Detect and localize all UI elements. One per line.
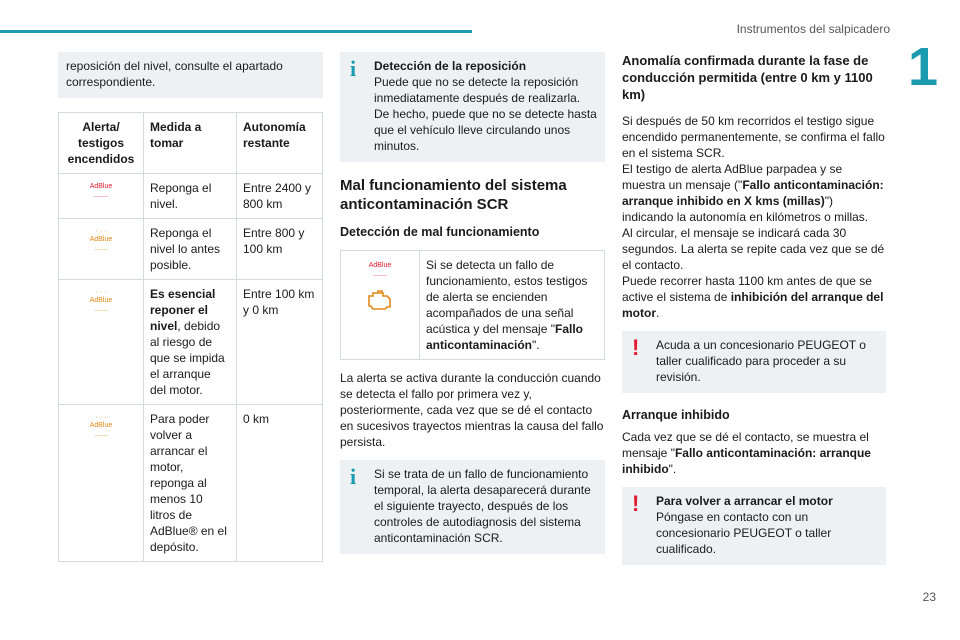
- table-row: [59, 405, 323, 562]
- range-cell: Entre 100 km y 0 km: [237, 280, 323, 405]
- subsection-heading: Detección de mal funcionamiento: [340, 225, 540, 239]
- adblue-warning-icon: AdBlue ﹏﹏: [89, 183, 113, 198]
- info-icon: i: [350, 56, 357, 81]
- paragraph: La alerta se activa durante la conducción cuando se detecta el fallo por primera vez y, posteriormente, cada vez que se dé el contacto en sucesivos trayectos mientras la causa del fallo persista.: [340, 371, 604, 449]
- info-text: Puede que no se detecte la reposición inmediatamente después de realizarla. De hecho, puede que no se detecte hasta que el vehículo lleve circulando unos minutos.: [374, 75, 597, 153]
- table-row: [59, 174, 323, 219]
- range-cell: Entre 2400 y 800 km: [237, 174, 323, 219]
- header-accent-bar: [0, 30, 472, 33]
- warning-box-dealer: [622, 331, 886, 393]
- header-action: Medida a tomar: [144, 113, 237, 174]
- alert-cell: [59, 405, 144, 562]
- intro-text: reposición del nivel, consulte el apartado correspondiente.: [66, 59, 283, 89]
- adblue-flashing-icon: · · · AdBlue ﹏﹏: [89, 289, 113, 312]
- adblue-flashing-icon: · · · AdBlue ﹏﹏: [89, 228, 113, 251]
- fault-icons: [341, 251, 420, 359]
- chapter-number: 1: [907, 37, 938, 97]
- info-box-temporary: [340, 460, 605, 554]
- warning-icon: !: [632, 335, 640, 360]
- warning-box-restart: [622, 487, 886, 565]
- paragraph: Si después de 50 km recorridos el testigo sigue encendido permanentemente, se confirma el fallo en el sistema SCR. El testigo de alerta AdBlue parpadea y se muestra un mensaje ("Fallo anticontaminación: arranque inhibido en X kms (millas)") indicando la autonomía en kilómetros o millas. Al circular, el mensaje se indicará cada 30 segundos. La alerta se repite cada vez que se dé el contacto. Puede recorrer hasta 1100 km antes de que se active el sistema de inhibición del arranque del motor.: [622, 114, 885, 320]
- column-3: [622, 52, 886, 565]
- section-title: Instrumentos del salpicadero: [736, 22, 890, 36]
- engine-check-icon: [365, 288, 395, 312]
- action-cell: Es esencial reponer el nivel, debido al riesgo de que se impida el arranque del motor.: [144, 280, 237, 405]
- alert-cell: [59, 280, 144, 405]
- warning-icon: !: [632, 491, 640, 516]
- header-alert: Alerta/ testigos encendidos: [59, 113, 144, 174]
- adblue-flashing-icon: · · · AdBlue ﹏﹏: [89, 414, 113, 437]
- subsection-heading: Arranque inhibido: [622, 408, 730, 422]
- section-heading: Mal funcionamiento del sistema anticontaminación SCR: [340, 177, 567, 213]
- info-icon: i: [350, 464, 357, 489]
- alert-cell: [59, 219, 144, 280]
- range-cell: Entre 800 y 100 km: [237, 219, 323, 280]
- fault-text: Si se detecta un fallo de funcionamiento, estos testigos de alerta se encienden acompañados de una señal acústica y del mensaje "Fallo anticontaminación".: [426, 258, 588, 352]
- column-1: [58, 52, 323, 562]
- info-text: Si se trata de un fallo de funcionamiento temporal, la alerta desaparecerá durante el siguiente trayecto, después de los controles de autodiagnosis del sistema anticontaminación SCR.: [374, 467, 591, 545]
- table-row: [59, 280, 323, 405]
- fault-box: [340, 250, 605, 360]
- range-cell: 0 km: [237, 405, 323, 562]
- intro-box: [58, 52, 323, 98]
- table-row: [59, 219, 323, 280]
- action-cell: Reponga el nivel lo antes posible.: [144, 219, 237, 280]
- paragraph: Cada vez que se dé el contacto, se muestra el mensaje "Fallo anticontaminación: arranque inhibido".: [622, 430, 871, 476]
- page-number: 23: [922, 590, 936, 604]
- table-header-row: [59, 113, 323, 174]
- warning-title: Para volver a arrancar el motor: [656, 494, 833, 508]
- section-heading: Anomalía confirmada durante la fase de conducción permitida (entre 0 km y 1100 km): [622, 53, 873, 102]
- alert-cell: [59, 174, 144, 219]
- info-title: Detección de la reposición: [374, 59, 527, 73]
- header-range: Autonomía restante: [237, 113, 323, 174]
- column-2: [340, 52, 605, 554]
- action-cell: Reponga el nivel.: [144, 174, 237, 219]
- action-cell: Para poder volver a arrancar el motor, reponga al menos 10 litros de AdBlue® en el depósito.: [144, 405, 237, 562]
- warning-text: Póngase en contacto con un concesionario PEUGEOT o taller cualificado.: [656, 510, 832, 556]
- adblue-table: [58, 112, 323, 562]
- info-box-refill: [340, 52, 605, 162]
- warning-text: Acuda a un concesionario PEUGEOT o taller cualificado para proceder a su revisión.: [656, 338, 866, 384]
- adblue-warning-icon: AdBlue ﹏﹏: [368, 262, 392, 277]
